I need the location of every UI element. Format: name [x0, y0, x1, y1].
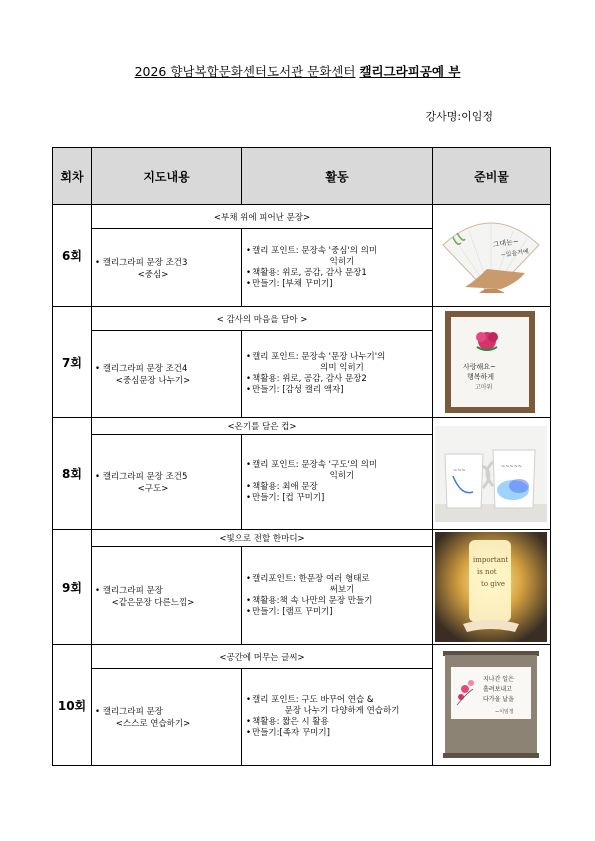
activity-item: • 만들기: [부채 꾸미기] — [246, 279, 432, 290]
materials-cell — [433, 530, 551, 645]
svg-text:고마워: 고마워 — [475, 384, 493, 391]
theme-cell: <온기를 담은 컵> — [92, 418, 433, 435]
table-row — [53, 530, 551, 547]
title-department: 캘리그라피공예 부 — [359, 64, 461, 79]
mugs-photo — [435, 426, 547, 522]
curriculum-cell — [92, 229, 242, 307]
theme-cell: <공간에 머무는 글씨> — [92, 645, 433, 669]
curriculum-subtitle: <같은문장 다른느낌> — [111, 597, 195, 608]
svg-text:다가올 날을: 다가올 날을 — [483, 696, 514, 703]
materials-cell — [433, 418, 551, 530]
curriculum-subtitle: <스스로 연습하기> — [115, 719, 191, 729]
table-row — [53, 307, 551, 331]
curriculum-title: • 캘리그라피 문장 — [95, 585, 163, 596]
round-cell: 8회 — [53, 418, 92, 530]
svg-text:흘려보내고: 흘려보내고 — [483, 686, 512, 693]
document-title — [0, 62, 595, 80]
header-round: 회차 — [53, 148, 92, 205]
svg-text:~이임정: ~이임정 — [495, 709, 514, 715]
theme-cell: <부채 위에 피어난 문장> — [92, 205, 433, 229]
curriculum-subtitle: <중심> — [137, 269, 169, 280]
materials-cell — [433, 645, 551, 766]
curriculum-table — [52, 147, 551, 766]
header-activity: 활동 — [242, 148, 433, 205]
activity-item: • 책활용:책 속 나만의 문장 만들기 — [246, 596, 432, 607]
table-row — [53, 418, 551, 435]
curriculum-title: • 캘리그라피 문장 조건3 — [95, 257, 188, 268]
table-row — [53, 645, 551, 669]
svg-text:to give: to give — [481, 580, 506, 588]
table-header-row — [53, 148, 551, 205]
svg-text:~~~~~: ~~~~~ — [501, 463, 522, 470]
activity-item: • 캘리 포인트: 문장속 '중심'의 의미 익히기 — [246, 246, 432, 268]
activity-item: • 캘리 포인트: 문장속 '구도'의 의미 익히기 — [246, 460, 432, 482]
materials-cell — [433, 205, 551, 307]
fan-photo — [435, 209, 547, 303]
curriculum-title: • 캘리그라피 문장 — [95, 707, 163, 717]
svg-text:행복하게: 행복하게 — [467, 373, 495, 381]
header-curriculum: 지도내용 — [92, 148, 242, 205]
theme-cell: <빛으로 전할 한마디> — [92, 530, 433, 547]
round-cell: 10회 — [53, 645, 92, 766]
activity-item: • 만들기: [램프 꾸미기] — [246, 607, 432, 618]
activity-item: • 캘리포인트: 한문장 여러 형태로 써보기 — [246, 574, 432, 596]
svg-text:그대는~: 그대는~ — [492, 236, 520, 249]
activity-cell — [242, 669, 433, 766]
frame-photo — [435, 309, 547, 415]
svg-text:사랑해요~: 사랑해요~ — [463, 363, 496, 371]
curriculum-subtitle: <구도> — [137, 484, 169, 494]
curriculum-cell — [92, 669, 242, 766]
svg-text:지나간 일은: 지나간 일은 — [483, 676, 514, 683]
title-center-name: 2026 향남복합문화센터도서관 문화센터 — [134, 64, 356, 79]
curriculum-title: • 캘리그라피 문장 조건5 — [95, 472, 188, 482]
round-cell: 9회 — [53, 530, 92, 645]
header-materials: 준비물 — [433, 148, 551, 205]
activity-item: • 책활용: 위로, 공감, 감사 문장2 — [246, 374, 432, 385]
svg-text:important: important — [473, 556, 509, 564]
activity-item: • 책활용: 짧은 시 활용 — [246, 717, 432, 728]
round-cell: 6회 — [53, 205, 92, 307]
svg-text:~있을거예: ~있을거예 — [500, 247, 530, 259]
activity-cell — [242, 331, 433, 418]
table-row — [53, 205, 551, 229]
curriculum-subtitle: <중심문장 나누기> — [115, 376, 191, 387]
curriculum-cell — [92, 331, 242, 418]
instructor-name: 강사명:이임정 — [425, 110, 493, 123]
theme-cell: < 감사의 마음을 담아 > — [92, 307, 433, 331]
materials-cell — [433, 307, 551, 418]
activity-item: • 캘리 포인트: 구도 바꾸어 연습 & 문장 나누기 다양하게 연습하기 — [246, 695, 432, 717]
scroll-photo — [435, 649, 547, 761]
activity-cell — [242, 435, 433, 530]
activity-cell — [242, 547, 433, 645]
curriculum-cell — [92, 435, 242, 530]
curriculum-cell — [92, 547, 242, 645]
activity-item: • 캘리 포인트: 문장속 '문장 나누기'의 의미 익히기 — [246, 352, 432, 374]
activity-item: • 책활용: 위로, 공감, 감사 문장1 — [246, 268, 432, 279]
activity-item: • 만들기: [감성 캘리 액자] — [246, 385, 432, 396]
activity-cell — [242, 229, 433, 307]
round-cell: 7회 — [53, 307, 92, 418]
curriculum-title: • 캘리그라피 문장 조건4 — [95, 364, 188, 375]
activity-item: • 책활용: 최애 문장 — [246, 482, 432, 493]
activity-item: • 만들기: [컵 꾸미기] — [246, 493, 432, 504]
activity-item: • 만들기:[족자 꾸미기] — [246, 728, 432, 739]
svg-text:is not: is not — [477, 568, 497, 576]
svg-text:~~~: ~~~ — [453, 467, 466, 474]
lamp-photo — [435, 532, 547, 642]
